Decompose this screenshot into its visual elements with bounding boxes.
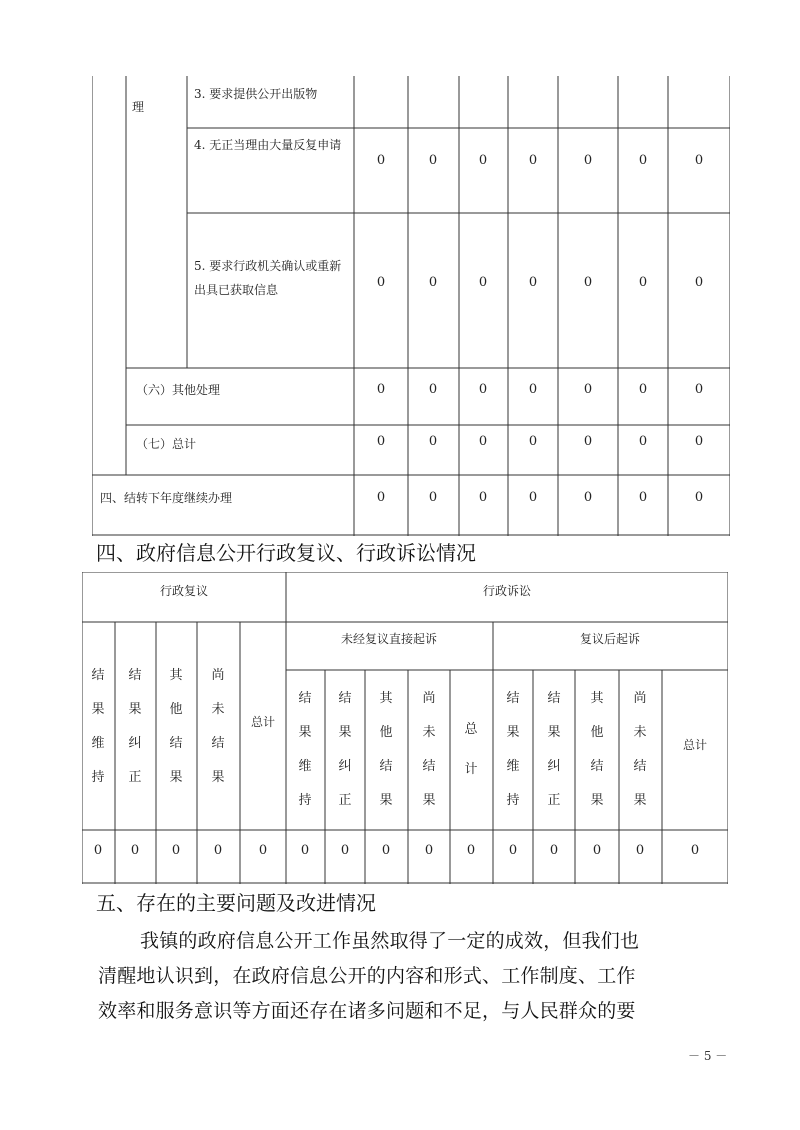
- cell-value: 0: [376, 490, 386, 505]
- cell-value: 0: [478, 490, 488, 505]
- col-label-total: 总计: [682, 738, 708, 752]
- col-label-other-result: 其他结果: [379, 691, 393, 808]
- cell-value: 0: [694, 490, 704, 505]
- cell-value: 0: [258, 843, 268, 858]
- cell-value: 0: [376, 434, 386, 449]
- cell-value: 0: [428, 275, 438, 290]
- cell-value: 0: [694, 275, 704, 290]
- cell-value: 0: [694, 434, 704, 449]
- col-label-total: 总计: [464, 722, 478, 777]
- col-label-result-corrected: 结果纠正: [547, 691, 561, 808]
- cell-value: 0: [213, 843, 223, 858]
- cell-value: 0: [478, 153, 488, 168]
- col-label-pending: 尚未结果: [211, 668, 225, 785]
- cell-value: 0: [528, 434, 538, 449]
- cell-value: 0: [638, 490, 648, 505]
- cell-value: 0: [428, 434, 438, 449]
- row-label-li: 理: [132, 100, 145, 114]
- cell-value: 0: [583, 490, 593, 505]
- paragraph-line: 清醒地认识到，在政府信息公开的内容和形式、工作制度、工作: [98, 965, 636, 987]
- col-label-other-result: 其他结果: [169, 668, 183, 785]
- row-carryover-label: 四、结转下年度继续办理: [100, 491, 233, 505]
- review-litigation-table: [82, 572, 728, 884]
- cell-value: 0: [478, 275, 488, 290]
- cell-value: 0: [93, 843, 103, 858]
- col-label-result-upheld: 结果维持: [298, 691, 312, 808]
- cell-value: 0: [638, 275, 648, 290]
- cell-value: 0: [428, 382, 438, 397]
- header-direct-litigation: 未经复议直接起诉: [340, 632, 438, 646]
- cell-value: 0: [508, 843, 518, 858]
- cell-value: 0: [130, 843, 140, 858]
- cell-value: 0: [381, 843, 391, 858]
- col-label-pending: 尚未结果: [422, 691, 436, 808]
- cell-value: 0: [528, 382, 538, 397]
- paragraph-line: 我镇的政府信息公开工作虽然取得了一定的成效，但我们也: [140, 930, 640, 952]
- cell-value: 0: [583, 275, 593, 290]
- header-post-review-litigation: 复议后起诉: [579, 632, 641, 646]
- item-4-label: 4. 无正当理由大量反复申请: [194, 138, 342, 152]
- col-label-total: 总计: [250, 715, 276, 729]
- cell-value: 0: [528, 490, 538, 505]
- table-grid: [92, 76, 730, 536]
- cell-value: 0: [428, 153, 438, 168]
- cell-value: 0: [528, 275, 538, 290]
- page-number: － 5 －: [688, 1049, 728, 1063]
- processing-results-table: [92, 76, 730, 536]
- item-3-label: 3. 要求提供公开出版物: [194, 87, 318, 101]
- cell-value: 0: [694, 382, 704, 397]
- cell-value: 0: [583, 382, 593, 397]
- cell-value: 0: [171, 843, 181, 858]
- col-label-result-upheld: 结果维持: [91, 668, 105, 785]
- col-label-result-upheld: 结果维持: [506, 691, 520, 808]
- cell-value: 0: [549, 843, 559, 858]
- item-5-label: 5. 要求行政机关确认或重新出具已获取信息: [194, 259, 342, 297]
- cell-value: 0: [424, 843, 434, 858]
- cell-value: 0: [478, 434, 488, 449]
- col-label-result-corrected: 结果纠正: [128, 668, 142, 785]
- header-admin-review: 行政复议: [159, 584, 209, 598]
- cell-value: 0: [376, 153, 386, 168]
- col-label-result-corrected: 结果纠正: [338, 691, 352, 808]
- cell-value: 0: [694, 153, 704, 168]
- cell-value: 0: [638, 434, 648, 449]
- col-label-other-result: 其他结果: [590, 691, 604, 808]
- cell-value: 0: [466, 843, 476, 858]
- section-5-heading: 五、存在的主要问题及改进情况: [96, 891, 376, 915]
- header-admin-litigation: 行政诉讼: [482, 584, 532, 598]
- cell-value: 0: [638, 153, 648, 168]
- cell-value: 0: [690, 843, 700, 858]
- cell-value: 0: [583, 153, 593, 168]
- row-7-label: （七）总计: [136, 437, 197, 451]
- cell-value: 0: [478, 382, 488, 397]
- col-label-pending: 尚未结果: [633, 691, 647, 808]
- cell-value: 0: [528, 153, 538, 168]
- cell-value: 0: [376, 275, 386, 290]
- cell-value: 0: [376, 382, 386, 397]
- section-4-heading: 四、政府信息公开行政复议、行政诉讼情况: [96, 541, 476, 565]
- cell-value: 0: [635, 843, 645, 858]
- row-6-label: （六）其他处理: [136, 383, 221, 397]
- cell-value: 0: [428, 490, 438, 505]
- cell-value: 0: [340, 843, 350, 858]
- cell-value: 0: [583, 434, 593, 449]
- paragraph-line: 效率和服务意识等方面还存在诸多问题和不足，与人民群众的要: [98, 1000, 636, 1022]
- cell-value: 0: [300, 843, 310, 858]
- cell-value: 0: [638, 382, 648, 397]
- cell-value: 0: [592, 843, 602, 858]
